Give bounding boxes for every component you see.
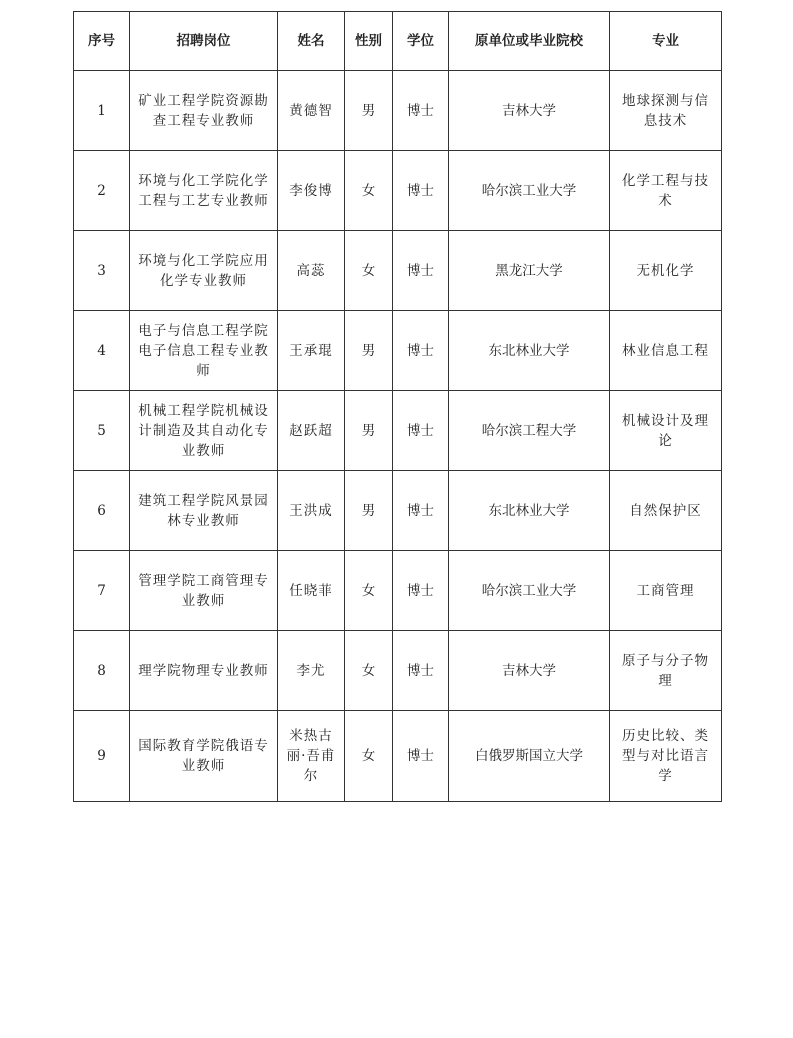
header-degree: 学位 — [393, 12, 449, 71]
cell-post: 电子与信息工程学院电子信息工程专业教师 — [130, 311, 278, 391]
header-row — [74, 12, 722, 71]
cell-degree: 博士 — [393, 551, 449, 631]
table-header — [74, 12, 722, 71]
cell-major: 自然保护区 — [610, 471, 722, 551]
cell-major: 林业信息工程 — [610, 311, 722, 391]
recruitment-table — [73, 11, 722, 802]
cell-gender: 女 — [345, 711, 393, 802]
table-row — [74, 231, 722, 311]
cell-gender: 女 — [345, 551, 393, 631]
cell-major: 地球探测与信息技术 — [610, 71, 722, 151]
cell-gender: 女 — [345, 151, 393, 231]
table-row — [74, 711, 722, 802]
cell-post: 建筑工程学院风景园林专业教师 — [130, 471, 278, 551]
header-no: 序号 — [74, 12, 130, 71]
cell-name: 高蕊 — [278, 231, 345, 311]
cell-post: 机械工程学院机械设计制造及其自动化专业教师 — [130, 391, 278, 471]
table-row — [74, 151, 722, 231]
cell-name: 王承琨 — [278, 311, 345, 391]
cell-degree: 博士 — [393, 151, 449, 231]
cell-post: 管理学院工商管理专业教师 — [130, 551, 278, 631]
cell-no: 1 — [74, 71, 130, 151]
cell-major: 化学工程与技术 — [610, 151, 722, 231]
cell-major: 工商管理 — [610, 551, 722, 631]
cell-degree: 博士 — [393, 391, 449, 471]
cell-no: 4 — [74, 311, 130, 391]
cell-degree: 博士 — [393, 71, 449, 151]
table-body — [74, 71, 722, 802]
cell-no: 2 — [74, 151, 130, 231]
cell-school: 哈尔滨工业大学 — [449, 151, 610, 231]
cell-degree: 博士 — [393, 231, 449, 311]
header-school: 原单位或毕业院校 — [449, 12, 610, 71]
cell-school: 白俄罗斯国立大学 — [449, 711, 610, 802]
cell-name: 米热古丽·吾甫尔 — [278, 711, 345, 802]
cell-post: 环境与化工学院应用化学专业教师 — [130, 231, 278, 311]
cell-name: 王洪成 — [278, 471, 345, 551]
cell-school: 吉林大学 — [449, 71, 610, 151]
cell-gender: 男 — [345, 471, 393, 551]
cell-gender: 男 — [345, 311, 393, 391]
table-row — [74, 71, 722, 151]
cell-school: 哈尔滨工业大学 — [449, 551, 610, 631]
cell-no: 7 — [74, 551, 130, 631]
cell-major: 无机化学 — [610, 231, 722, 311]
cell-school: 哈尔滨工程大学 — [449, 391, 610, 471]
cell-gender: 女 — [345, 231, 393, 311]
cell-post: 矿业工程学院资源勘查工程专业教师 — [130, 71, 278, 151]
cell-name: 赵跃超 — [278, 391, 345, 471]
cell-name: 黄德智 — [278, 71, 345, 151]
cell-major: 历史比较、类型与对比语言学 — [610, 711, 722, 802]
header-gender: 性别 — [345, 12, 393, 71]
cell-no: 9 — [74, 711, 130, 802]
cell-name: 李尤 — [278, 631, 345, 711]
cell-major: 机械设计及理论 — [610, 391, 722, 471]
header-major: 专业 — [610, 12, 722, 71]
cell-post: 理学院物理专业教师 — [130, 631, 278, 711]
table-row — [74, 631, 722, 711]
cell-gender: 男 — [345, 71, 393, 151]
cell-no: 8 — [74, 631, 130, 711]
cell-no: 5 — [74, 391, 130, 471]
cell-degree: 博士 — [393, 711, 449, 802]
cell-no: 3 — [74, 231, 130, 311]
table-row — [74, 311, 722, 391]
cell-post: 国际教育学院俄语专业教师 — [130, 711, 278, 802]
header-name: 姓名 — [278, 12, 345, 71]
cell-school: 黑龙江大学 — [449, 231, 610, 311]
cell-degree: 博士 — [393, 471, 449, 551]
cell-degree: 博士 — [393, 631, 449, 711]
cell-degree: 博士 — [393, 311, 449, 391]
header-post: 招聘岗位 — [130, 12, 278, 71]
cell-name: 李俊博 — [278, 151, 345, 231]
cell-gender: 女 — [345, 631, 393, 711]
table-row — [74, 391, 722, 471]
cell-school: 东北林业大学 — [449, 471, 610, 551]
cell-no: 6 — [74, 471, 130, 551]
cell-post: 环境与化工学院化学工程与工艺专业教师 — [130, 151, 278, 231]
cell-major: 原子与分子物理 — [610, 631, 722, 711]
cell-gender: 男 — [345, 391, 393, 471]
cell-school: 吉林大学 — [449, 631, 610, 711]
cell-name: 任晓菲 — [278, 551, 345, 631]
table-row — [74, 471, 722, 551]
table-row — [74, 551, 722, 631]
cell-school: 东北林业大学 — [449, 311, 610, 391]
